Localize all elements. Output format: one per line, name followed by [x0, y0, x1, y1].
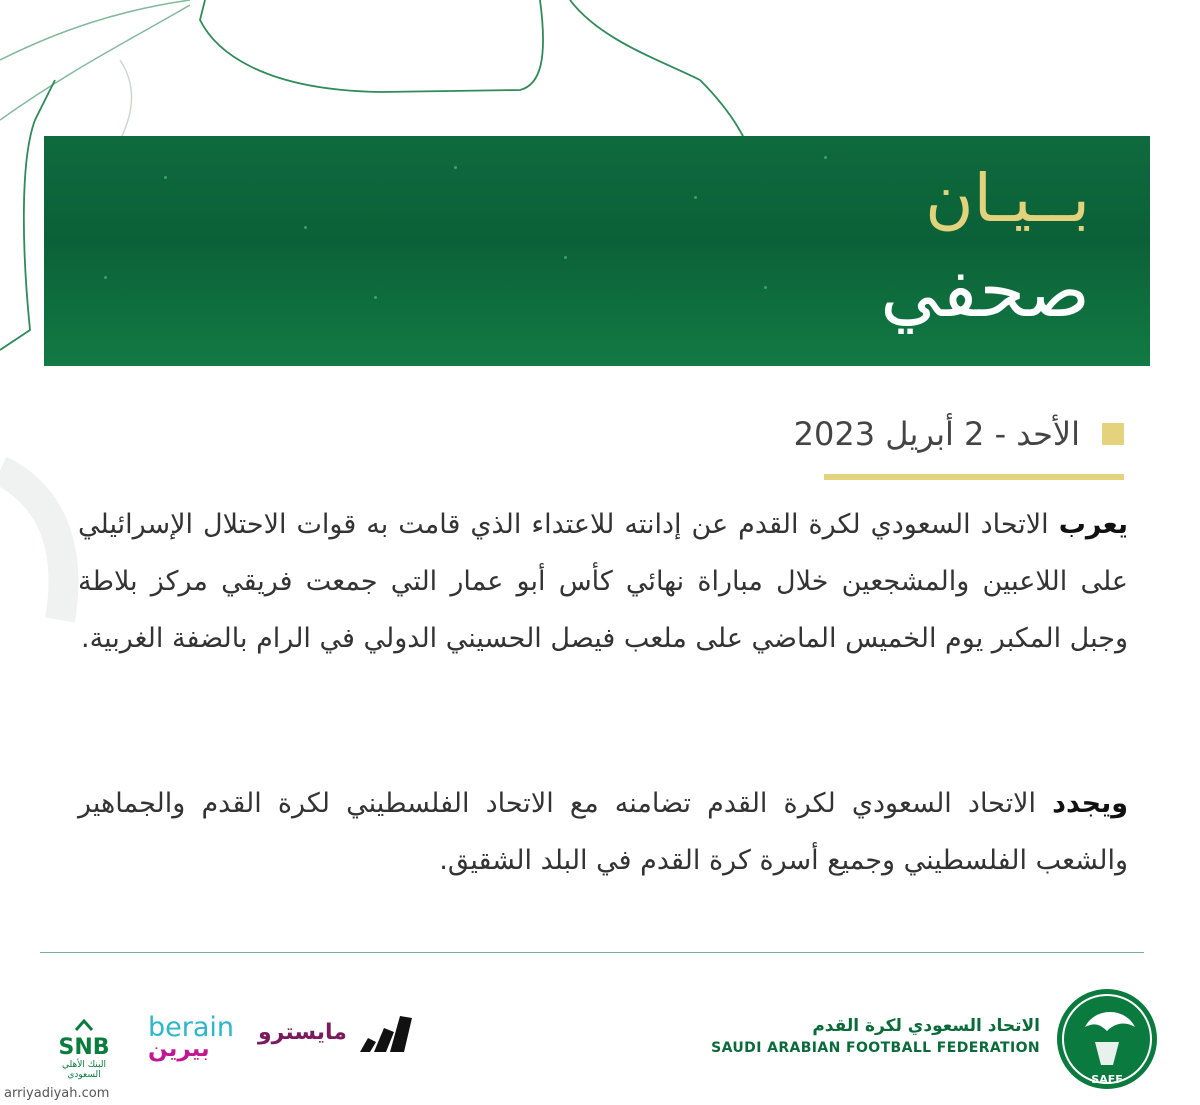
saff-emblem-icon [1055, 987, 1159, 1091]
snb-mark-icon [52, 1019, 116, 1031]
date-row [794, 410, 1124, 458]
paragraph-lead: يعرب [1058, 509, 1128, 540]
emblem-label: SAFF [1091, 1073, 1123, 1086]
paragraph-lead: ويجدد [1052, 788, 1128, 819]
adidas-logo-icon [358, 1016, 414, 1056]
federation-name-ar: الاتحاد السعودي لكرة القدم [812, 1016, 1040, 1036]
maestro-logo: مايسترو [258, 1020, 347, 1045]
date-underline [824, 474, 1124, 480]
paragraph-body: الاتحاد السعودي لكرة القدم عن إدانته للاعتداء الذي قامت به قوات الاحتلال الإسرائيلي على اللاعبين والمشجعين خلال مباراة نهائي كأس أبو عمار التي جمعت فريقي مركز بلاطة وجبل المكبر يوم الخميس الماضي على ملعب فيصل الحسيني الدولي في الرام بالضفة الغربية. [78, 509, 1128, 654]
snb-logo [52, 1016, 116, 1080]
snb-logo-text: SNB [58, 1035, 110, 1060]
footer-divider [40, 952, 1144, 953]
bullet-square-icon [1102, 423, 1124, 445]
release-date: الأحد - 2 أبريل 2023 [793, 415, 1080, 453]
berain-logo-ar: بيرين [148, 1036, 210, 1062]
paragraph-solidarity [78, 775, 1128, 889]
press-release-banner [44, 136, 1150, 366]
paragraph-body: الاتحاد السعودي لكرة القدم تضامنه مع الاتحاد الفلسطيني لكرة القدم والجماهير والشعب الفلسطيني وجميع أسرة كرة القدم في البلد الشقيق. [78, 788, 1128, 876]
federation-name-en: SAUDI ARABIAN FOOTBALL FEDERATION [711, 1040, 1040, 1056]
source-watermark: arriyadiyah.com [4, 1086, 110, 1101]
banner-title-line1: بــيـان [925, 160, 1090, 237]
snb-logo-subtitle: البنك الأهلي السعودي [62, 1060, 106, 1080]
paragraph-condemnation [78, 496, 1128, 667]
berain-logo-en: berain [148, 1012, 235, 1043]
banner-title-line2: صحفي [880, 248, 1090, 334]
